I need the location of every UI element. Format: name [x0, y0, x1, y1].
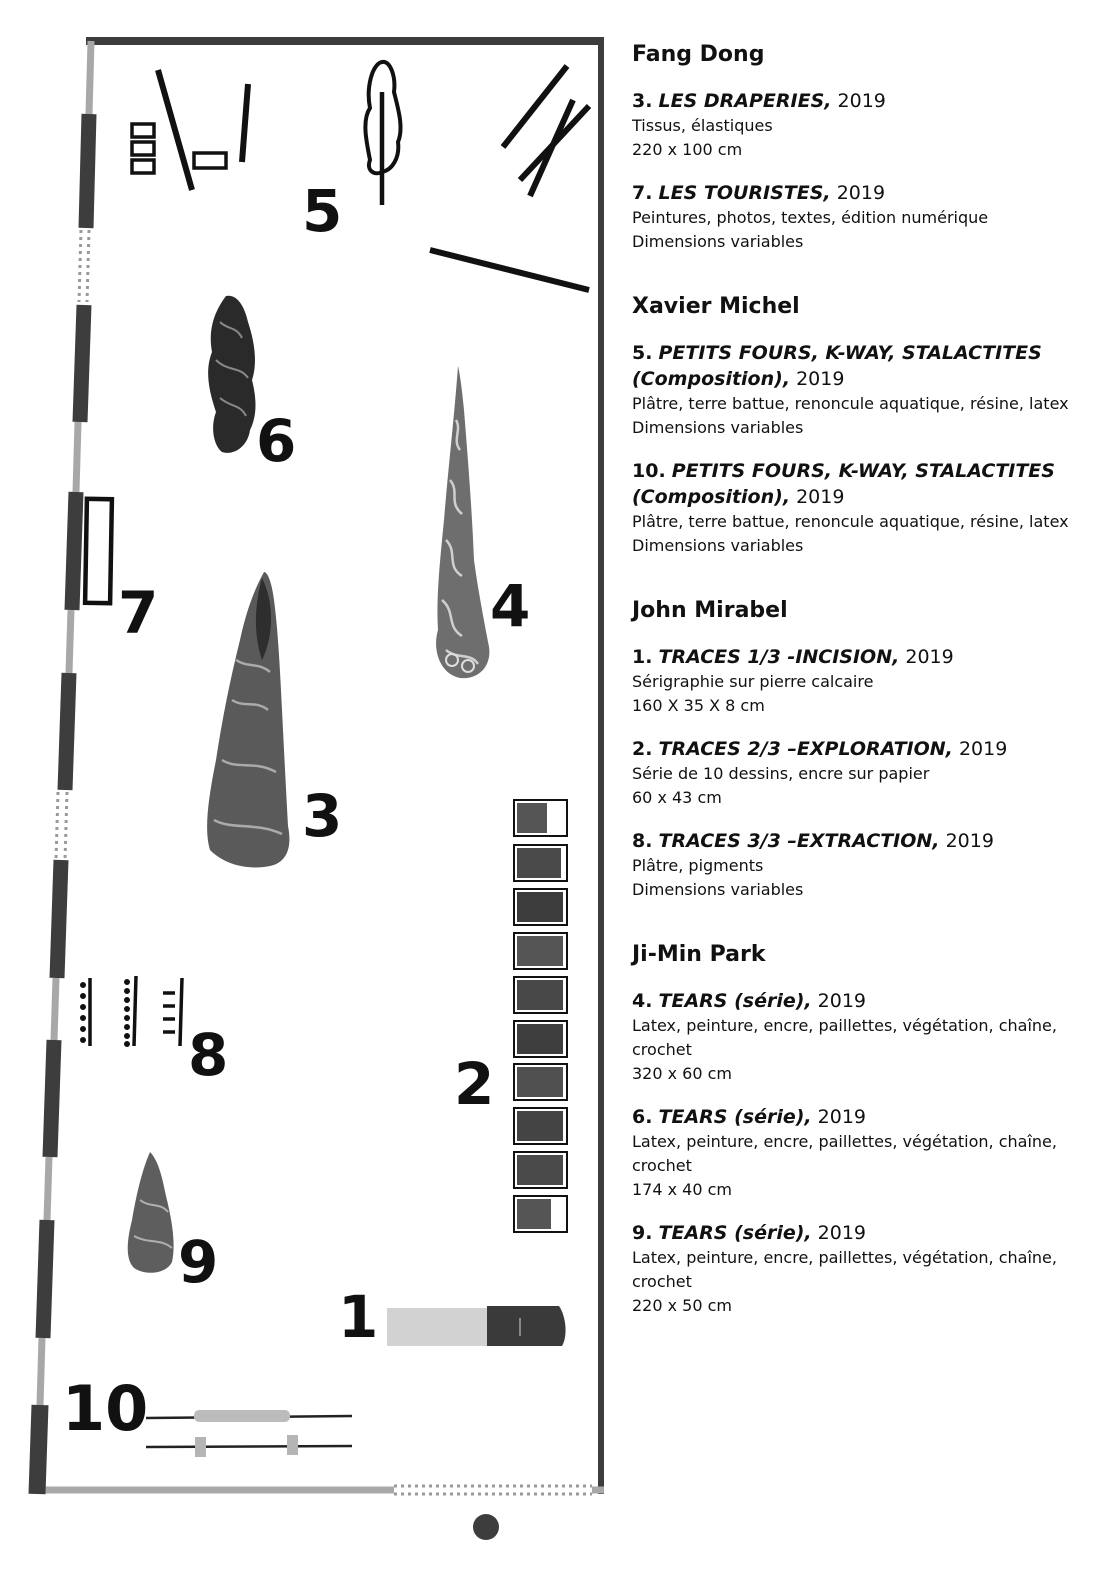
work-detail-line: Dimensions variables [632, 418, 804, 437]
work-detail-line: 160 X 35 X 8 cm [632, 696, 765, 715]
works-legend [632, 40, 1082, 1356]
work-year: 2019 [796, 486, 845, 508]
work-title [632, 988, 1082, 1014]
work-entry [632, 828, 1082, 902]
work-entry [632, 88, 1082, 162]
artist-block [632, 292, 1082, 558]
gallery-walls [32, 38, 604, 1494]
work-detail-line: Peintures, photos, textes, édition numérique [632, 208, 989, 227]
work-title [632, 1104, 1082, 1130]
artist-name: Xavier Michel [632, 294, 800, 319]
work-detail-line: Latex, peinture, encre, paillettes, végétation, chaîne, crochet [632, 1016, 1057, 1059]
work-title-text: TRACES 2/3 –EXPLORATION, [658, 738, 953, 760]
work-entry [632, 340, 1082, 440]
work-title [632, 340, 1082, 392]
work-title [632, 88, 1082, 114]
work-number: 2. [632, 738, 653, 760]
plan-number-3: 3 [302, 782, 343, 850]
plan-number-4: 4 [490, 572, 531, 640]
work-year: 2019 [958, 738, 1008, 760]
work-year: 2019 [836, 182, 886, 204]
plan-number-7: 7 [118, 579, 159, 647]
work-year: 2019 [905, 646, 954, 668]
work-entry [632, 458, 1082, 558]
work-entry [632, 988, 1082, 1086]
artwork-1-incision [387, 1306, 566, 1346]
work-year: 2019 [817, 990, 867, 1012]
work-year: 2019 [837, 90, 886, 112]
work-detail-line: Plâtre, pigments [632, 856, 764, 875]
work-title [632, 1220, 1082, 1246]
work-detail-line: Plâtre, terre battue, renoncule aquatique, résine, latex [632, 394, 1069, 413]
work-entry [632, 736, 1082, 810]
page-indicator-dot [473, 1514, 499, 1540]
work-number: 1. [632, 646, 653, 668]
work-number: 5. [632, 342, 653, 364]
artwork-6-tears [208, 296, 255, 453]
work-title-text: LES DRAPERIES, [658, 90, 832, 112]
work-detail-line: Plâtre, terre battue, renoncule aquatique, résine, latex [632, 512, 1069, 531]
plan-number-6: 6 [256, 407, 297, 475]
work-number: 4. [632, 990, 653, 1012]
work-year: 2019 [817, 1222, 867, 1244]
work-entry [632, 1104, 1082, 1202]
work-detail-line: Latex, peinture, encre, paillettes, végétation, chaîne, crochet [632, 1132, 1057, 1175]
work-year: 2019 [817, 1106, 867, 1128]
work-title-text: TEARS (série), [658, 1106, 812, 1128]
work-title [632, 458, 1082, 510]
work-title [632, 644, 1082, 670]
work-detail-line: Série de 10 dessins, encre sur papier [632, 764, 930, 783]
work-year: 2019 [945, 830, 994, 852]
artist-block [632, 940, 1082, 1318]
work-title-text: TRACES 1/3 -INCISION, [658, 646, 900, 668]
work-detail-line: Tissus, élastiques [632, 116, 773, 135]
work-detail-line: Sérigraphie sur pierre calcaire [632, 672, 874, 691]
work-detail-line: 320 x 60 cm [632, 1064, 733, 1083]
artwork-5-composition [132, 62, 589, 290]
work-title [632, 736, 1082, 762]
plan-number-2: 2 [454, 1050, 495, 1118]
artist-name: Fang Dong [632, 42, 765, 67]
work-entry [632, 644, 1082, 718]
work-title-text: TEARS (série), [658, 990, 812, 1012]
work-number: 7. [632, 182, 653, 204]
work-title [632, 180, 1082, 206]
work-title [632, 828, 1082, 854]
work-number: 9. [632, 1222, 653, 1244]
work-title-text: PETITS FOURS, K-WAY, STALACTITES (Composition), [632, 460, 1055, 508]
artwork-9-tears [128, 1152, 174, 1273]
artist-name: Ji-Min Park [632, 942, 766, 967]
plan-number-8: 8 [188, 1021, 229, 1089]
plan-number-9: 9 [178, 1228, 219, 1296]
work-number: 6. [632, 1106, 653, 1128]
work-title-text: TEARS (série), [658, 1222, 812, 1244]
work-detail-line: Dimensions variables [632, 536, 804, 555]
artwork-3-draperies [207, 572, 289, 867]
work-detail-line: 220 x 50 cm [632, 1296, 733, 1315]
artwork-7-tourists [85, 499, 112, 603]
work-title-text: TRACES 3/3 –EXTRACTION, [658, 830, 940, 852]
work-number: 3. [632, 90, 653, 112]
work-detail-line: Latex, peinture, encre, paillettes, végétation, chaîne, crochet [632, 1248, 1057, 1291]
artist-name: John Mirabel [632, 598, 788, 623]
work-entry [632, 1220, 1082, 1318]
plan-number-5: 5 [302, 177, 343, 245]
artist-block [632, 596, 1082, 902]
plan-number-10: 10 [62, 1372, 149, 1445]
work-title-text: PETITS FOURS, K-WAY, STALACTITES (Composition), [632, 342, 1042, 390]
artwork-4-tears [436, 366, 489, 678]
artwork-2-drawings [514, 800, 567, 1232]
work-entry [632, 180, 1082, 254]
artwork-8-extraction [81, 976, 183, 1047]
work-detail-line: 220 x 100 cm [632, 140, 743, 159]
plan-number-1: 1 [338, 1283, 379, 1351]
work-number: 8. [632, 830, 653, 852]
work-detail-line: 174 x 40 cm [632, 1180, 733, 1199]
artwork-10-composition [146, 1410, 352, 1457]
work-detail-line: 60 x 43 cm [632, 788, 722, 807]
work-title-text: LES TOURISTES, [658, 182, 831, 204]
work-number: 10. [632, 460, 666, 482]
work-detail-line: Dimensions variables [632, 232, 804, 251]
work-detail-line: Dimensions variables [632, 880, 804, 899]
work-year: 2019 [796, 368, 845, 390]
artist-block [632, 40, 1082, 254]
